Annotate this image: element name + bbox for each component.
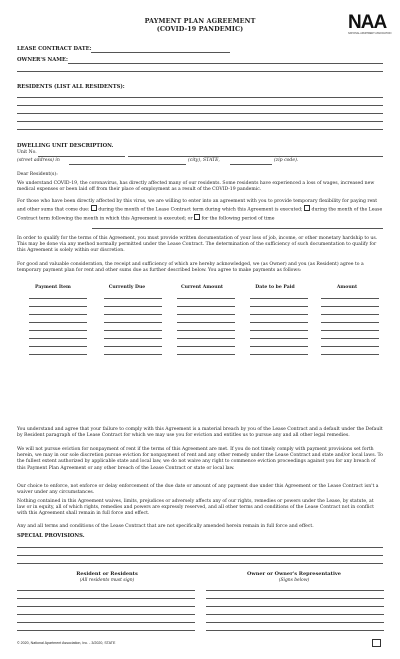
residents-label: RESIDENTS (LIST ALL RESIDENTS): <box>17 84 125 90</box>
table-cell-date-to-be-paid[interactable] <box>250 322 308 323</box>
table-cell-currently-due[interactable] <box>104 330 162 331</box>
table-cell-currently-due[interactable] <box>104 338 162 339</box>
table-cell-current-amount[interactable] <box>177 298 235 299</box>
resident-signature-line[interactable] <box>17 598 195 599</box>
table-cell-date-to-be-paid[interactable] <box>250 306 308 307</box>
owner-signature-line[interactable] <box>206 606 384 607</box>
owner-signature-line[interactable] <box>206 590 384 591</box>
special-provisions-line[interactable] <box>17 563 383 564</box>
paragraph-5: You understand and agree that your failure to comply with this Agreement is a material breach by you of the Lease Contract and a default under the Default by Resident paragraph of the Lease Contract for which we may use you for eviction and entitles us to pursue any and all other legal remedies. <box>17 427 383 439</box>
table-cell-current-amount[interactable] <box>177 346 235 347</box>
table-cell-currently-due[interactable] <box>104 298 162 299</box>
table-cell-current-amount[interactable] <box>177 338 235 339</box>
logo-subtitle: NATIONAL APARTMENT ASSOCIATION <box>348 32 392 35</box>
table-cell-date-to-be-paid[interactable] <box>250 338 308 339</box>
p2-text-e: during the month of the Lease Contract term following the month in which this Agreement is executed; or <box>17 207 383 222</box>
paragraph-1: We understand COVID-19, the coronavirus, has directly affected many of our residents. Some residents have experienced a loss of wages, increased new medical expenses or been laid off from their place of employment as a result of the COVID-19 pandemic. <box>17 181 375 193</box>
resident-signature-line[interactable] <box>17 606 195 607</box>
resident-signature-subtitle: (All residents must sign) <box>79 578 135 583</box>
table-cell-payment-item[interactable] <box>29 298 87 299</box>
table-cell-date-to-be-paid[interactable] <box>250 314 308 315</box>
city-label: (city), STATE, <box>188 158 220 163</box>
p2-text-f: for the <box>201 216 218 222</box>
naa-logo <box>348 12 392 35</box>
period-of-time-field[interactable] <box>92 228 383 229</box>
resident-signature-line[interactable] <box>17 590 195 591</box>
city-field[interactable] <box>69 164 186 165</box>
title-line-2: (COVID-19 PANDEMIC) <box>156 25 244 33</box>
owner-signature-line[interactable] <box>206 598 384 599</box>
option-current-month-checkbox[interactable] <box>91 205 97 211</box>
table-cell-currently-due[interactable] <box>104 354 162 355</box>
paragraph-3: In order to qualify for the terms of this Agreement, you must provide written documentation of your loss of job, income, or other monetary hardship to us. This may be done via any method normally permitted under the Lease Contract. The determination of the sufficiency of such documentation to qualify for this Agreement is solely within our discretion. <box>17 236 378 254</box>
table-cell-currently-due[interactable] <box>104 346 162 347</box>
table-cell-amount[interactable] <box>321 354 379 355</box>
table-cell-amount[interactable] <box>321 338 379 339</box>
street-label: (street address) in <box>17 158 60 163</box>
p2-text-a: For those who have been directly affected by this virus, we are willing to enter into an agreement with you to provide temporary <box>17 199 318 204</box>
table-cell-current-amount[interactable] <box>177 314 235 315</box>
table-cell-amount[interactable] <box>321 346 379 347</box>
resident-line[interactable] <box>17 121 383 122</box>
option-next-month-checkbox[interactable] <box>304 205 310 211</box>
table-cell-current-amount[interactable] <box>177 330 235 331</box>
owner-name-field[interactable] <box>68 63 383 64</box>
col-header-payment-item: Payment Item <box>35 285 71 290</box>
col-header-currently-due: Currently Due <box>108 285 146 290</box>
resident-line[interactable] <box>17 129 383 130</box>
lease-date-field[interactable] <box>91 52 230 53</box>
table-cell-date-to-be-paid[interactable] <box>250 346 308 347</box>
resident-line[interactable] <box>17 105 383 106</box>
unit-desc-field[interactable] <box>128 156 383 157</box>
col-header-current-amount: Current Amount <box>180 285 224 290</box>
salutation: Dear Resident(s): <box>17 172 58 177</box>
table-cell-date-to-be-paid[interactable] <box>250 298 308 299</box>
option-period-checkbox[interactable] <box>194 214 200 220</box>
table-cell-amount[interactable] <box>321 314 379 315</box>
table-cell-current-amount[interactable] <box>177 354 235 355</box>
special-provisions-label: SPECIAL PROVISIONS. <box>17 533 85 539</box>
owner-signature-subtitle: (Signs below) <box>278 578 310 583</box>
p2-text-b: flexibility for paying rent and other sums that come due: <box>17 199 378 213</box>
resident-line[interactable] <box>17 113 383 114</box>
owner-name-label: OWNER'S NAME: <box>17 57 68 63</box>
owner-signature-line[interactable] <box>206 614 384 615</box>
paragraph-9: Any and all terms and conditions of the Lease Contract that are not specifically amended herein remain in full force and effect. <box>17 524 314 529</box>
unit-no-label: Unit No. <box>17 150 37 155</box>
special-provisions-line[interactable] <box>17 555 383 556</box>
owner-signature-title: Owner or Owner's Representative <box>247 571 341 577</box>
owner-name-line-2[interactable] <box>17 71 383 72</box>
col-header-amount: Amount <box>336 285 358 290</box>
paragraph-8: Nothing contained in this Agreement waives, limits, prejudices or adversely affects any of our rights, remedies or powers under the Lease, by statute, at law or in equity, all of which rights, remedies and powers are expressly reserved, and all other terms and conditions of the Lease Contract not in conflict with this Agreement shall remain in full force and effect. <box>17 499 374 517</box>
special-provisions-line[interactable] <box>17 547 383 548</box>
table-cell-amount[interactable] <box>321 306 379 307</box>
table-cell-currently-due[interactable] <box>104 322 162 323</box>
table-cell-currently-due[interactable] <box>104 314 162 315</box>
table-cell-payment-item[interactable] <box>29 322 87 323</box>
resident-signature-title: Resident or Residents <box>76 571 138 577</box>
paragraph-4: For good and valuable consideration, the receipt and sufficiency of which are hereby acknowledged, we (as Owner) and you (as Resident) agree to a temporary payment plan for rent and other sums due as further described below. You agree to make payments as follows: <box>17 262 364 274</box>
table-cell-amount[interactable] <box>321 298 379 299</box>
zip-label: (zip code). <box>274 158 299 163</box>
dwelling-label: DWELLING UNIT DESCRIPTION. <box>17 143 114 149</box>
table-cell-date-to-be-paid[interactable] <box>250 354 308 355</box>
table-cell-amount[interactable] <box>321 330 379 331</box>
unit-no-field[interactable] <box>38 156 125 157</box>
p2-text-c: during the month of the Lease Contract term during which this Agreement <box>98 207 274 213</box>
table-cell-date-to-be-paid[interactable] <box>250 330 308 331</box>
resident-line[interactable] <box>17 97 383 98</box>
logo-mark: NAA <box>348 12 387 33</box>
lease-date-label: LEASE CONTRACT DATE: <box>17 46 92 52</box>
document-title <box>0 17 400 33</box>
state-field[interactable] <box>230 164 272 165</box>
p2-text-d: is executed; <box>274 207 303 213</box>
equal-housing-icon <box>372 639 381 647</box>
table-cell-payment-item[interactable] <box>29 330 87 331</box>
table-cell-payment-item[interactable] <box>29 306 87 307</box>
owner-signature-line[interactable] <box>206 630 384 631</box>
paragraph-2 <box>17 199 383 223</box>
table-cell-payment-item[interactable] <box>29 338 87 339</box>
p2-text-g: following period of time <box>218 216 275 222</box>
footer-copyright: © 2020, National Apartment Association, Inc. - 3/2020, STATE <box>17 641 116 645</box>
resident-signature-line[interactable] <box>17 614 195 615</box>
table-cell-payment-item[interactable] <box>29 354 87 355</box>
table-cell-currently-due[interactable] <box>104 306 162 307</box>
col-header-date-to-be-paid: Date to be Paid <box>255 285 295 290</box>
resident-signature-line[interactable] <box>17 622 195 623</box>
paragraph-7: Our choice to enforce, not enforce or delay enforcement of the due date or amount of any payment due under this Agreement or the Lease Contract isn't a waiver under any circumstances. <box>17 484 379 496</box>
table-cell-payment-item[interactable] <box>29 346 87 347</box>
resident-signature-line[interactable] <box>17 630 195 631</box>
owner-signature-line[interactable] <box>206 622 384 623</box>
paragraph-6: We will not pursue eviction for nonpayment of rent if the terms of this Agreement are met. If you do not timely comply with payment provisions set forth herein, we may in our sole discretion pursue eviction for nonpayment of rent and any other remedy under the Lease Contract and state and/or local laws. To the fullest extent authorized by applicable state and local law, we do not waive any right to commence eviction proceedings against you for any breach of this Payment Plan Agreement or any other breach of the Lease Contract or state or local law. <box>17 447 383 471</box>
table-cell-current-amount[interactable] <box>177 306 235 307</box>
table-cell-current-amount[interactable] <box>177 322 235 323</box>
table-cell-amount[interactable] <box>321 322 379 323</box>
title-line-1: PAYMENT PLAN AGREEMENT <box>144 17 256 25</box>
table-cell-payment-item[interactable] <box>29 314 87 315</box>
